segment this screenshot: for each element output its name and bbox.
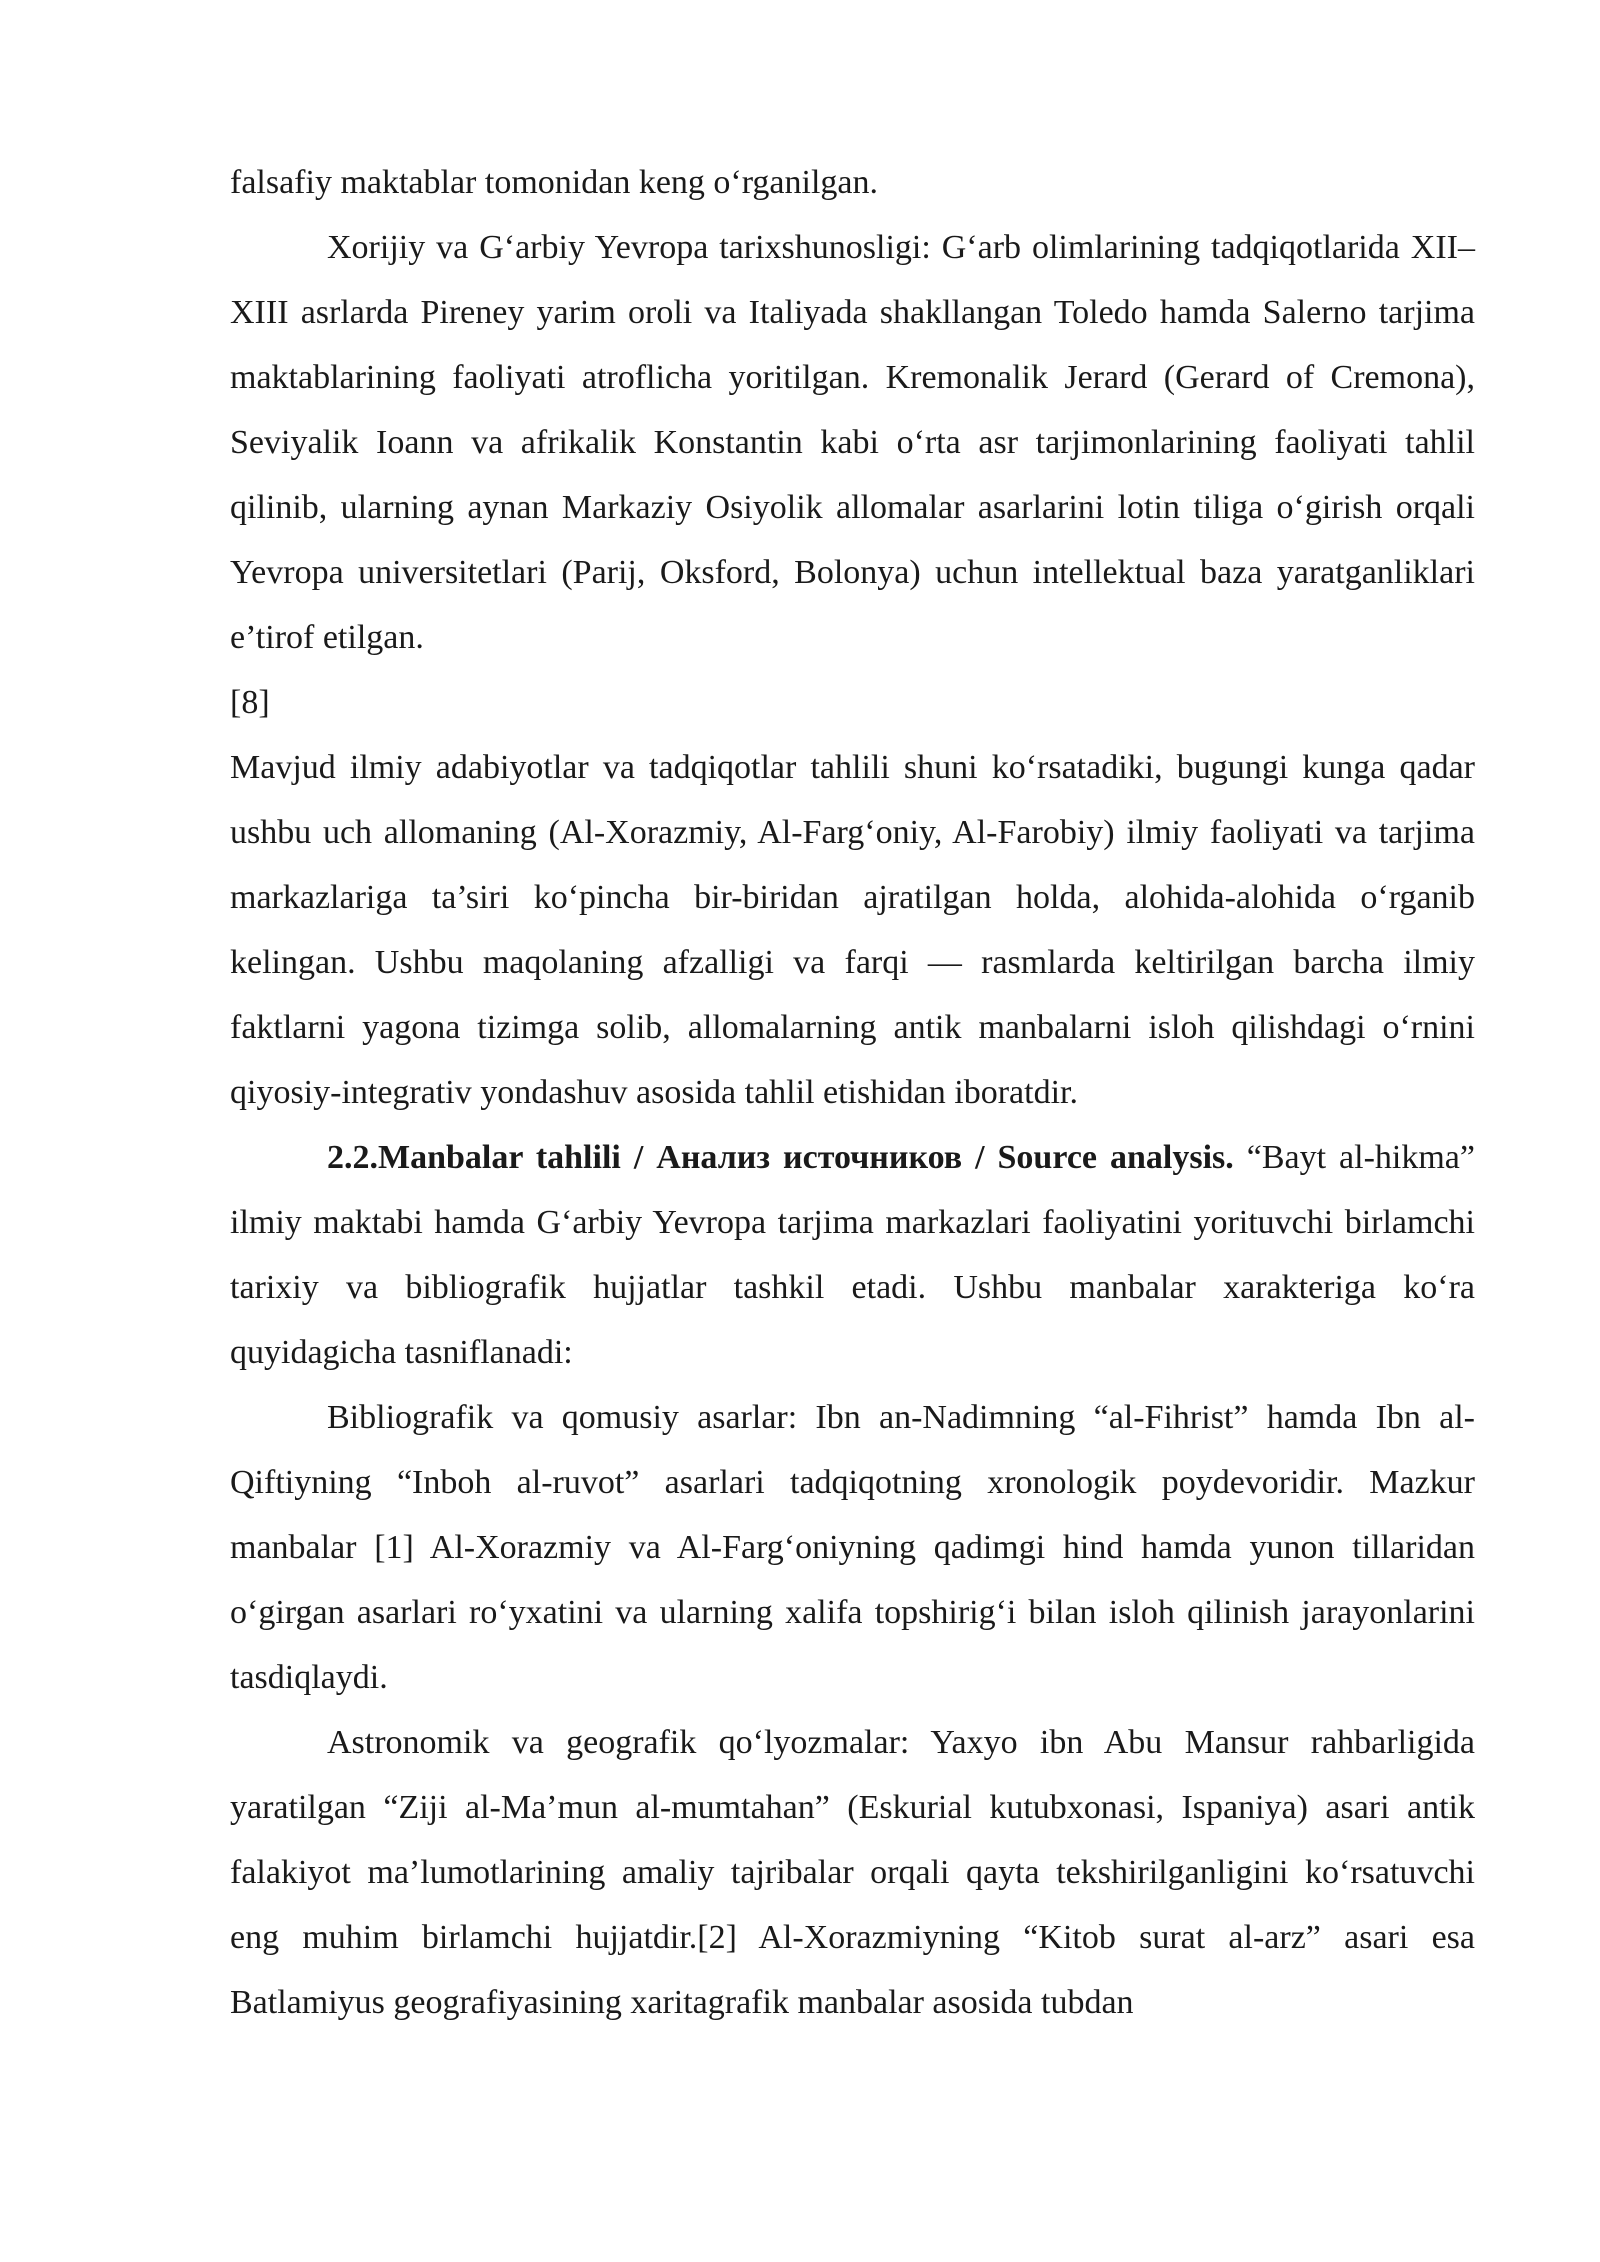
paragraph-western-historiography — [230, 215, 1475, 735]
paragraph-astronomical-manuscripts: Astronomik va geografik qo‘lyozmalar: Yaxyo ibn Abu Mansur rahbarligida yaratilgan “Ziji al-Ma’mun al-mumtahan” (Eskurial kutubxonasi, Ispaniya) asari antik falakiyot ma’lumotlarining amaliy tajribalar orqali qayta tekshirilganligini ko‘rsatuvchi eng muhim birlamchi hujjatdir.[2] Al-Xorazmiyning “Kitob surat al-arz” asari esa Batlamiyus geografiyasining xaritagrafik manbalar asosida tubdan — [230, 1724, 1475, 2021]
paragraph-text: “Bayt al-hikma” ilmiy maktabi hamda G‘arbiy Yevropa tarjima markazlari faoliyatini yorituvchi birlamchi tarixiy va bibliografik hujjatlar tashkil etadi. Ushbu manbalar xarakteriga ko‘ra quyidagicha tasniflanadi: — [230, 1139, 1475, 1371]
paragraph-continuation: falsafiy maktablar tomonidan keng o‘rganilgan. — [230, 164, 879, 201]
citation-reference: [8] — [230, 684, 270, 721]
paragraph-bibliographic-works: Bibliografik va qomusiy asarlar: Ibn an-Nadimning “al-Fihrist” hamda Ibn al-Qiftiyning “Inboh al-ruvot” asarlari tadqiqotning xronologik poydevoridir. Mazkur manbalar [1] Al-Xorazmiy va Al-Farg‘oniyning qadimgi hind hamda yunon tillaridan o‘girgan asarlari ro‘yxatini va ularning xalifa topshirig‘i bilan isloh qilinish jarayonlarini tasdiqlaydi. — [230, 1399, 1475, 1696]
paragraph-source-analysis — [230, 1125, 1475, 1385]
paragraph-text: Xorijiy va G‘arbiy Yevropa tarixshunosligi: G‘arb olimlarining tadqiqotlarida XII–XIII asrlarda Pireney yarim oroli va Italiyada shakllangan Toledo hamda Salerno tarjima maktablarining faoliyati atroflicha yoritilgan. Kremonalik Jerard (Gerard of Cremona), Seviyalik Ioann va afrikalik Konstantin kabi o‘rta asr tarjimonlarining faoliyati tahlil qilinib, ularning aynan Markaziy Osiyolik allomalar asarlarini lotin tiliga o‘girish orqali Yevropa universitetlari (Parij, Oksford, Bolonya) uchun intellektual baza yaratganliklari e’tirof etilgan. — [230, 229, 1475, 656]
document-page — [230, 150, 1475, 2035]
section-heading: 2.2.Manbalar tahlili / Анализ источников / Source analysis. — [327, 1139, 1234, 1176]
paragraph-literature-review: Mavjud ilmiy adabiyotlar va tadqiqotlar tahlili shuni ko‘rsatadiki, bugungi kunga qadar ushbu uch allomaning (Al-Xorazmiy, Al-Farg‘oniy, Al-Farobiy) ilmiy faoliyati va tarjima markazlariga ta’siri ko‘pincha bir-biridan ajratilgan holda, alohida-alohida o‘rganib kelingan. Ushbu maqolaning afzalligi va farqi — rasmlarda keltirilgan barcha ilmiy faktlarni yagona tizimga solib, allomalarning antik manbalarni isloh qilishdagi o‘rnini qiyosiy-integrativ yondashuv asosida tahlil etishidan iboratdir. — [230, 749, 1475, 1111]
